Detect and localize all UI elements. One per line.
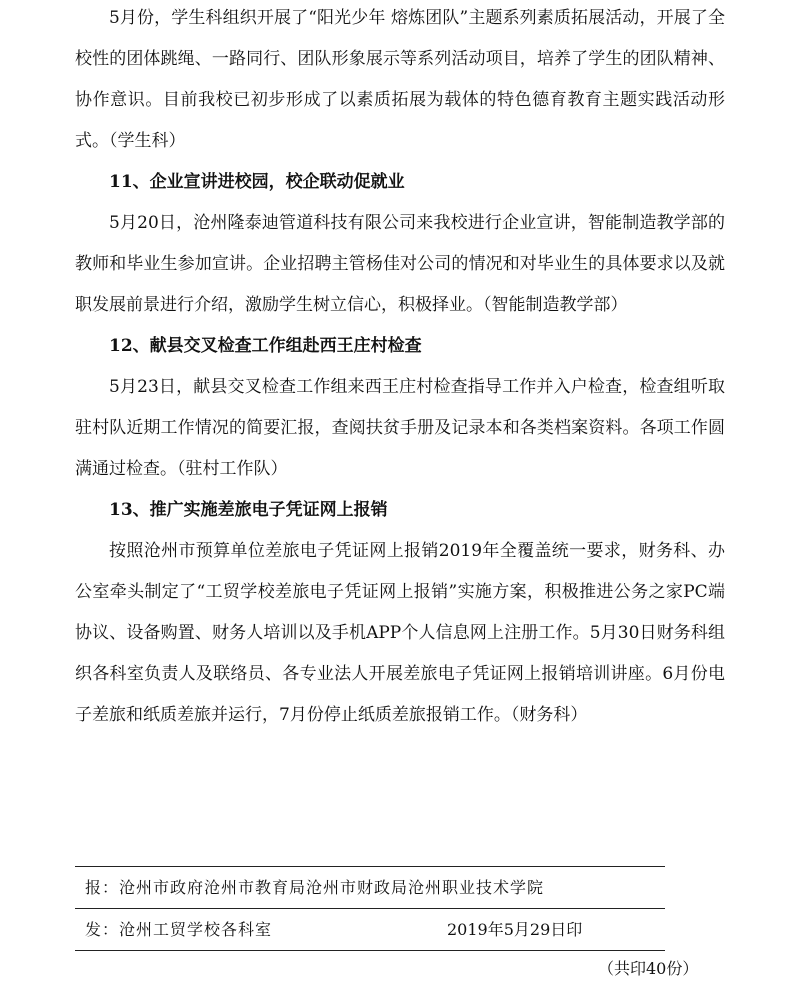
send-to-text: 发：沧州工贸学校各科室 xyxy=(85,920,273,939)
send-to-row xyxy=(75,908,665,950)
document-body xyxy=(75,0,725,736)
report-to-text: 报：沧州市政府沧州市教育局沧州市财政局沧州职业技术学院 xyxy=(85,878,545,897)
copies-count: （共印40份） xyxy=(598,959,699,978)
heading-11-enterprise-talk: 11、企业宣讲进校园，校企联动促就业 xyxy=(109,172,405,192)
print-date: 2019年5月29日印 xyxy=(447,920,583,939)
paragraph-student-activities: 5月份，学生科组织开展了“阳光少年 熔炼团队”主题系列素质拓展活动，开展了全校性的团体跳绳、一路同行、团队形象展示等系列活动项目，培养了学生的团队精神、协作意识。目前我校已初步形成了以素质拓展为载体的特色德育教育主题实践活动形式。（学生科） xyxy=(75,8,725,151)
report-to-row xyxy=(75,867,665,908)
paragraph-cross-inspection: 5月23日，献县交叉检查工作组来西王庄村检查指导工作并入户检查，检查组听取驻村队近期工作情况的简要汇报，查阅扶贫手册及记录本和各类档案资料。各项工作圆满通过检查。（驻村工作队） xyxy=(75,377,725,479)
heading-12-cross-inspection: 12、献县交叉检查工作组赴西王庄村检查 xyxy=(109,336,422,356)
distribution-block xyxy=(75,866,665,951)
paragraph-travel-reimbursement: 按照沧州市预算单位差旅电子凭证网上报销2019年全覆盖统一要求，财务科、办公室牵头制定了“工贸学校差旅电子凭证网上报销”实施方案，积极推进公务之家PC端协议、设备购置、财务人培训以及手机APP个人信息网上注册工作。5月30日财务科组织各科室负责人及联络员、各专业法人开展差旅电子凭证网上报销培训讲座。6月份电子差旅和纸质差旅并运行，7月份停止纸质差旅报销工作。（财务科） xyxy=(75,541,725,725)
paragraph-enterprise-talk: 5月20日，沧州隆泰迪管道科技有限公司来我校进行企业宣讲，智能制造教学部的教师和毕业生参加宣讲。企业招聘主管杨佳对公司的情况和对毕业生的具体要求以及就职发展前景进行介绍，激励学生树立信心，积极择业。（智能制造教学部） xyxy=(75,213,725,315)
heading-13-travel-reimbursement: 13、推广实施差旅电子凭证网上报销 xyxy=(109,500,388,520)
